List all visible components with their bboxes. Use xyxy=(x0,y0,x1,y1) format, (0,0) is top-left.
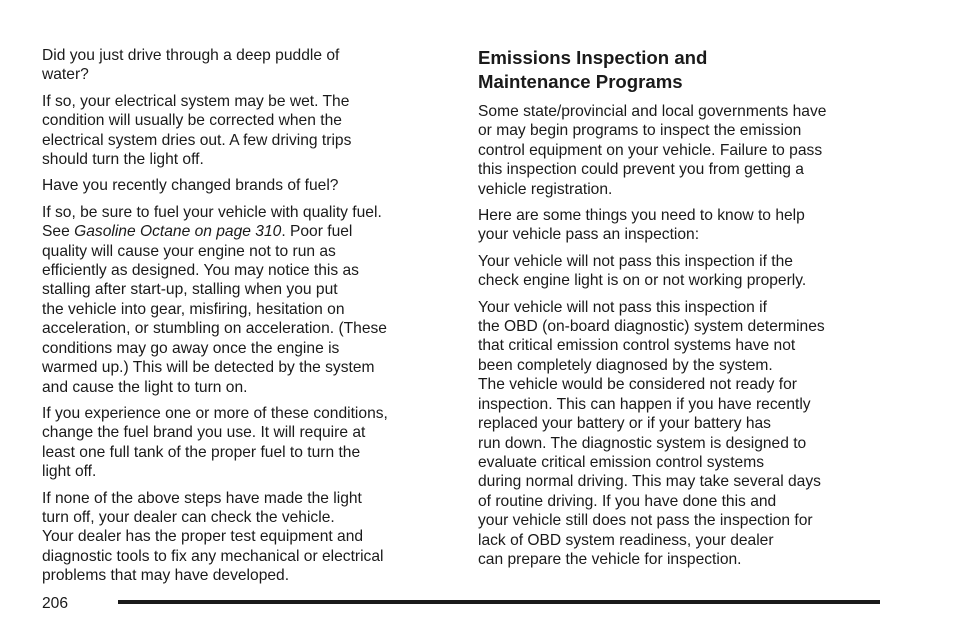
text-line: light off. xyxy=(42,463,97,481)
text-line: Your vehicle will not pass this inspection if xyxy=(478,298,767,316)
text-line: evaluate critical emission control systems xyxy=(478,453,764,471)
text-line: during normal driving. This may take several days xyxy=(478,473,821,491)
text-line: If so, be sure to fuel your vehicle with quality fuel. xyxy=(42,203,382,221)
text-line: Your dealer has the proper test equipment and xyxy=(42,528,364,546)
text-line: can prepare the vehicle for inspection. xyxy=(478,550,742,568)
text-line: quality will cause your engine not to run as xyxy=(42,242,336,260)
fuel-brand-paragraph xyxy=(42,404,444,482)
text-line: the vehicle into gear, misfiring, hesitation on xyxy=(42,300,345,318)
section-heading xyxy=(478,46,882,94)
puddle-answer xyxy=(42,92,444,170)
heading-line: Emissions Inspection and xyxy=(478,47,708,68)
dealer-check-paragraph xyxy=(42,489,444,586)
text-line: efficiently as designed. You may notice this as xyxy=(42,262,359,280)
text-line: Here are some things you need to know to help xyxy=(478,207,805,225)
text-line: Did you just drive through a deep puddle of xyxy=(42,47,340,64)
text-line: or may begin programs to inspect the emission xyxy=(478,122,802,140)
text-fragment: . Poor fuel xyxy=(281,223,353,241)
text-line: check engine light is on or not working properly. xyxy=(478,272,807,290)
text-line: stalling after start-up, stalling when you put xyxy=(42,281,338,299)
page-number: 206 xyxy=(42,595,69,612)
text-line: lack of OBD system readiness, your dealer xyxy=(478,531,774,549)
text-line: water? xyxy=(42,66,89,84)
text-line: vehicle registration. xyxy=(478,180,613,198)
text-line: should turn the light off. xyxy=(42,151,204,169)
text-line: that critical emission control systems have not xyxy=(478,337,796,355)
text-line: diagnostic tools to fix any mechanical or electrical xyxy=(42,547,384,565)
text-line: inspection. This can happen if you have recently xyxy=(478,395,811,413)
footer-rule xyxy=(118,600,880,604)
text-line: problems that may have developed. xyxy=(42,567,290,585)
text-line-with-reference xyxy=(42,222,444,241)
things-to-know xyxy=(478,206,882,245)
right-column xyxy=(478,46,882,569)
cross-reference: Gasoline Octane on page 310 xyxy=(74,223,282,241)
obd-readiness-paragraph xyxy=(478,298,882,570)
text-line: your vehicle pass an inspection: xyxy=(478,226,700,244)
text-line: your vehicle still does not pass the inspection for xyxy=(478,512,813,530)
text-line: run down. The diagnostic system is designed to xyxy=(478,434,807,452)
text-line: condition will usually be corrected when the xyxy=(42,112,342,130)
left-column xyxy=(42,46,444,586)
text-line: of routine driving. If you have done this and xyxy=(478,492,777,510)
text-line: electrical system dries out. A few driving trips xyxy=(42,131,352,149)
text-line: conditions may go away once the engine is xyxy=(42,339,340,357)
text-line: If none of the above steps have made the light xyxy=(42,489,362,507)
text-line: the OBD (on-board diagnostic) system determines xyxy=(478,318,825,336)
text-line: Have you recently changed brands of fuel? xyxy=(42,177,339,195)
text-line: this inspection could prevent you from getting a xyxy=(478,161,804,179)
text-line: acceleration, or stumbling on acceleration. (These xyxy=(42,320,387,338)
text-line: change the fuel brand you use. It will require at xyxy=(42,424,366,442)
text-line: If so, your electrical system may be wet. The xyxy=(42,92,350,110)
text-line: Some state/provincial and local governments have xyxy=(478,103,827,120)
text-line: least one full tank of the proper fuel to turn the xyxy=(42,443,361,461)
text-line: control equipment on your vehicle. Failure to pass xyxy=(478,141,823,159)
text-line: Your vehicle will not pass this inspection if the xyxy=(478,252,793,270)
heading-line: Maintenance Programs xyxy=(478,71,683,92)
fuel-answer xyxy=(42,203,444,397)
text-line: turn off, your dealer can check the vehicle. xyxy=(42,508,335,526)
text-line: The vehicle would be considered not ready for xyxy=(478,376,797,394)
fuel-question xyxy=(42,176,444,195)
programs-intro xyxy=(478,102,882,199)
text-line: and cause the light to turn on. xyxy=(42,378,248,396)
text-line: been completely diagnosed by the system. xyxy=(478,356,773,374)
text-line: If you experience one or more of these conditions, xyxy=(42,404,388,422)
puddle-question xyxy=(42,46,444,85)
text-line: warmed up.) This will be detected by the system xyxy=(42,359,375,377)
text-line: replaced your battery or if your battery has xyxy=(478,415,771,433)
check-engine-light-paragraph xyxy=(478,252,882,291)
text-fragment: See xyxy=(42,223,75,241)
